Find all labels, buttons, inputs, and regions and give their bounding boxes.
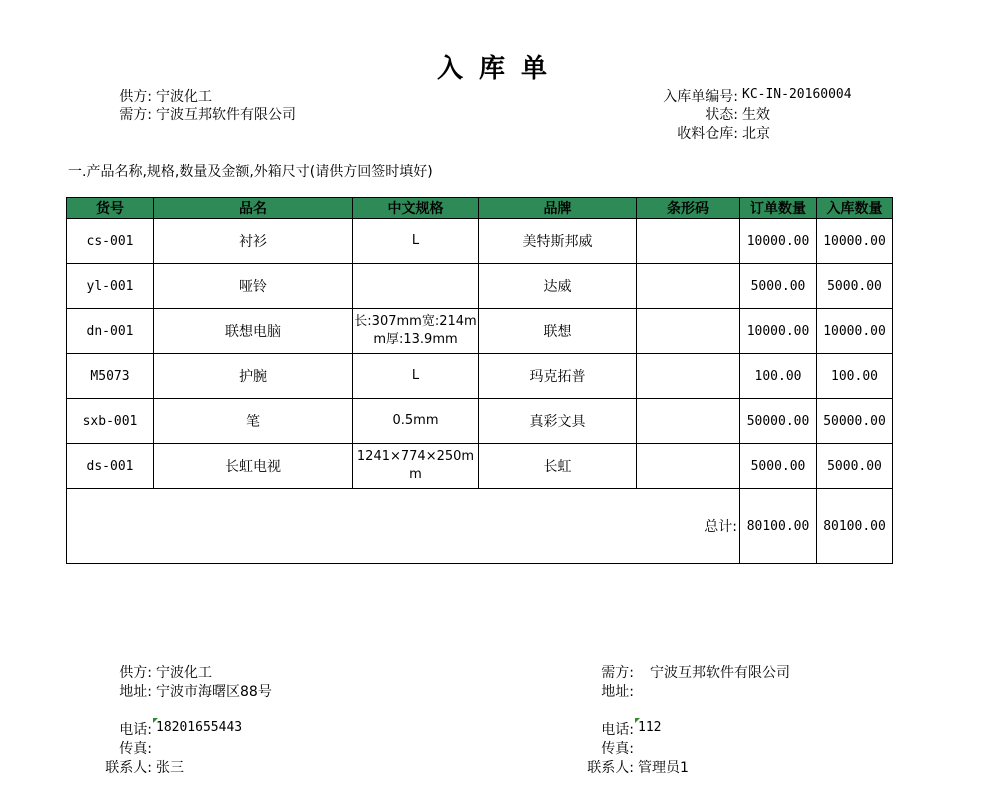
cell-item-no: yl-001 xyxy=(67,264,154,309)
order-no-label: 入库单编号: xyxy=(663,89,738,105)
footer-supplier-phone-value: 18201655443 xyxy=(156,720,243,735)
cell-received-qty: 50000.00 xyxy=(817,399,893,444)
footer-supplier-phone-label: 电话: xyxy=(119,722,152,738)
table-row xyxy=(67,399,893,444)
cell-barcode xyxy=(637,399,740,444)
cell-product-name: 联想电脑 xyxy=(154,309,353,354)
cell-item-no: sxb-001 xyxy=(67,399,154,444)
footer-supplier-address-label: 地址: xyxy=(119,684,152,700)
footer-supplier-contact-label: 联系人: xyxy=(105,760,152,776)
cell-received-qty: 10000.00 xyxy=(817,309,893,354)
total-row xyxy=(67,489,893,564)
total-received-qty: 80100.00 xyxy=(817,489,893,564)
cell-brand: 达威 xyxy=(479,264,637,309)
cell-barcode xyxy=(637,444,740,489)
cell-barcode xyxy=(637,309,740,354)
order-no-value: KC-IN-20160004 xyxy=(742,87,852,102)
cell-product-name: 笔 xyxy=(154,399,353,444)
table-row xyxy=(67,444,893,489)
table-row xyxy=(67,354,893,399)
header-barcode: 条形码 xyxy=(637,198,740,219)
cell-order-qty: 5000.00 xyxy=(740,264,817,309)
status-label: 状态: xyxy=(705,107,738,123)
cell-order-qty: 10000.00 xyxy=(740,309,817,354)
total-order-qty: 80100.00 xyxy=(740,489,817,564)
footer-buyer-contact-label: 联系人: xyxy=(587,760,634,776)
cell-order-qty: 50000.00 xyxy=(740,399,817,444)
warehouse-value: 北京 xyxy=(742,126,770,142)
supplier-value: 宁波化工 xyxy=(156,89,212,105)
cell-received-qty: 10000.00 xyxy=(817,219,893,264)
cell-order-qty: 100.00 xyxy=(740,354,817,399)
cell-spec: L xyxy=(353,219,479,264)
cell-received-qty: 100.00 xyxy=(817,354,893,399)
cell-product-name: 长虹电视 xyxy=(154,444,353,489)
table-row xyxy=(67,309,893,354)
product-table xyxy=(66,197,893,564)
footer-buyer-fax-label: 传真: xyxy=(601,741,634,757)
cell-spec: L xyxy=(353,354,479,399)
table-row xyxy=(67,219,893,264)
footer-buyer-address-label: 地址: xyxy=(601,684,634,700)
cell-brand: 联想 xyxy=(479,309,637,354)
footer-supplier-label: 供方: xyxy=(119,665,152,681)
footer-supplier-contact-value: 张三 xyxy=(156,760,184,776)
buyer-label: 需方: xyxy=(119,107,152,123)
footer-supplier-fax-label: 传真: xyxy=(119,741,152,757)
cell-barcode xyxy=(637,219,740,264)
total-label: 总计: xyxy=(637,489,740,564)
header-order-qty: 订单数量 xyxy=(740,198,817,219)
total-row-blank xyxy=(67,489,637,564)
footer-buyer-value: 宁波互邦软件有限公司 xyxy=(650,665,790,681)
cell-item-no: dn-001 xyxy=(67,309,154,354)
cell-brand: 玛克拓普 xyxy=(479,354,637,399)
buyer-value: 宁波互邦软件有限公司 xyxy=(156,107,296,123)
cell-order-qty: 5000.00 xyxy=(740,444,817,489)
cell-product-name: 哑铃 xyxy=(154,264,353,309)
cell-received-qty: 5000.00 xyxy=(817,264,893,309)
section-title: 一.产品名称,规格,数量及金额,外箱尺寸(请供方回签时填好) xyxy=(68,164,433,180)
cell-brand: 美特斯邦威 xyxy=(479,219,637,264)
cell-product-name: 护腕 xyxy=(154,354,353,399)
status-value: 生效 xyxy=(742,107,770,123)
footer-supplier-value: 宁波化工 xyxy=(156,665,212,681)
table-row xyxy=(67,264,893,309)
header-product-name: 品名 xyxy=(154,198,353,219)
cell-barcode xyxy=(637,354,740,399)
cell-spec: 0.5mm xyxy=(353,399,479,444)
cell-spec xyxy=(353,264,479,309)
cell-product-name: 衬衫 xyxy=(154,219,353,264)
cell-item-no: cs-001 xyxy=(67,219,154,264)
cell-order-qty: 10000.00 xyxy=(740,219,817,264)
footer-supplier-address-value: 宁波市海曙区88号 xyxy=(156,684,272,700)
cell-item-no: M5073 xyxy=(67,354,154,399)
footer-buyer-label: 需方: xyxy=(601,665,634,681)
cell-received-qty: 5000.00 xyxy=(817,444,893,489)
header-item-no: 货号 xyxy=(67,198,154,219)
header-received-qty: 入库数量 xyxy=(817,198,893,219)
cell-item-no: ds-001 xyxy=(67,444,154,489)
header-spec: 中文规格 xyxy=(353,198,479,219)
warehouse-label: 收料仓库: xyxy=(677,126,738,142)
footer-buyer-contact-value: 管理员1 xyxy=(638,760,689,776)
page-title: 入库单 xyxy=(436,54,563,84)
cell-barcode xyxy=(637,264,740,309)
cell-brand: 真彩文具 xyxy=(479,399,637,444)
cell-brand: 长虹 xyxy=(479,444,637,489)
footer-buyer-phone-label: 电话: xyxy=(601,722,634,738)
header-brand: 品牌 xyxy=(479,198,637,219)
cell-spec: 长:307mm宽:214mm厚:13.9mm xyxy=(353,309,479,354)
footer-buyer-phone-value: 112 xyxy=(638,720,662,735)
table-header-row xyxy=(67,198,893,219)
cell-spec: 1241×774×250mm xyxy=(353,444,479,489)
supplier-label: 供方: xyxy=(119,89,152,105)
